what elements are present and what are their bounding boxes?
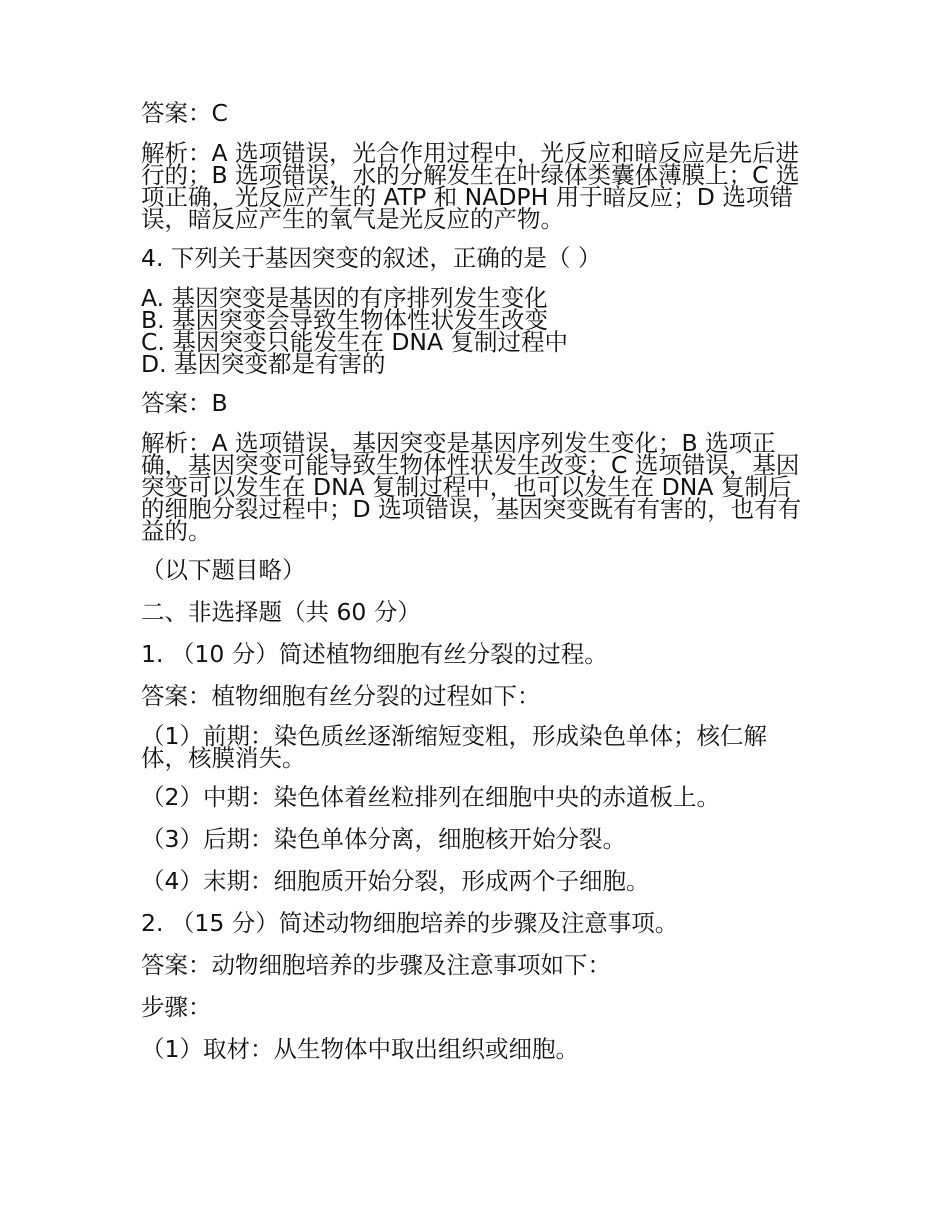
q3-answer: 答案：C <box>141 99 228 127</box>
s2-q2-steps-label: 步骤： <box>141 993 212 1021</box>
q4-analysis: 解析：A 选项错误，基因突变是基因序列发生变化；B 选项正确，基因突变可能导致生物体性状发生改变；C 选项错误，基因突变可以发生在 DNA 复制过程中，也可以发生在 DNA 复制后的细胞分裂过程中；D 选项错误，基因突变既有有害的，也有有益的。 <box>141 429 802 545</box>
s2-q1-step-2: （2）中期：染色体着丝粒排列在细胞中央的赤道板上。 <box>141 783 720 811</box>
s2-q2-answer-intro: 答案：动物细胞培养的步骤及注意事项如下： <box>141 951 611 979</box>
q3-analysis: 解析：A 选项错误，光合作用过程中，光反应和暗反应是先后进行的；B 选项错误，水的分解发生在叶绿体类囊体薄膜上；C 选项正确，光反应产生的 ATP 和 NADPH 用于暗反应；D 选项错误，暗反应产生的氧气是光反应的产物。 <box>141 139 800 233</box>
document-page <box>141 100 809 1078</box>
section2-heading: 二、非选择题（共 60 分） <box>141 598 421 626</box>
q4-answer: 答案：B <box>141 389 228 417</box>
s2-q2-question: 2. （15 分）简述动物细胞培养的步骤及注意事项。 <box>141 909 679 937</box>
s2-q1-step-1: （1）前期：染色质丝逐渐缩短变粗，形成染色单体；核仁解体，核膜消失。 <box>141 722 767 772</box>
q4-option-a: A. 基因突变是基因的有序排列发生变化 <box>141 284 548 312</box>
s2-q1-step-4: （4）末期：细胞质开始分裂，形成两个子细胞。 <box>141 867 650 895</box>
q4-options <box>141 284 809 378</box>
q4-option-c: C. 基因突变只能发生在 DNA 复制过程中 <box>141 328 569 356</box>
q4-option-d: D. 基因突变都是有害的 <box>141 350 386 378</box>
q4-question: 4. 下列关于基因突变的叙述，正确的是（ ） <box>141 244 602 272</box>
s2-q1-step-3: （3）后期：染色单体分离，细胞核开始分裂。 <box>141 825 626 853</box>
s2-q1-answer-intro: 答案：植物细胞有丝分裂的过程如下： <box>141 682 541 710</box>
q4-option-b: B. 基因突变会导致生物体性状发生改变 <box>141 306 549 334</box>
omitted-note: （以下题目略） <box>141 556 306 584</box>
s2-q1-question: 1. （10 分）简述植物细胞有丝分裂的过程。 <box>141 640 608 668</box>
s2-q2-step-1: （1）取材：从生物体中取出组织或细胞。 <box>141 1035 579 1063</box>
